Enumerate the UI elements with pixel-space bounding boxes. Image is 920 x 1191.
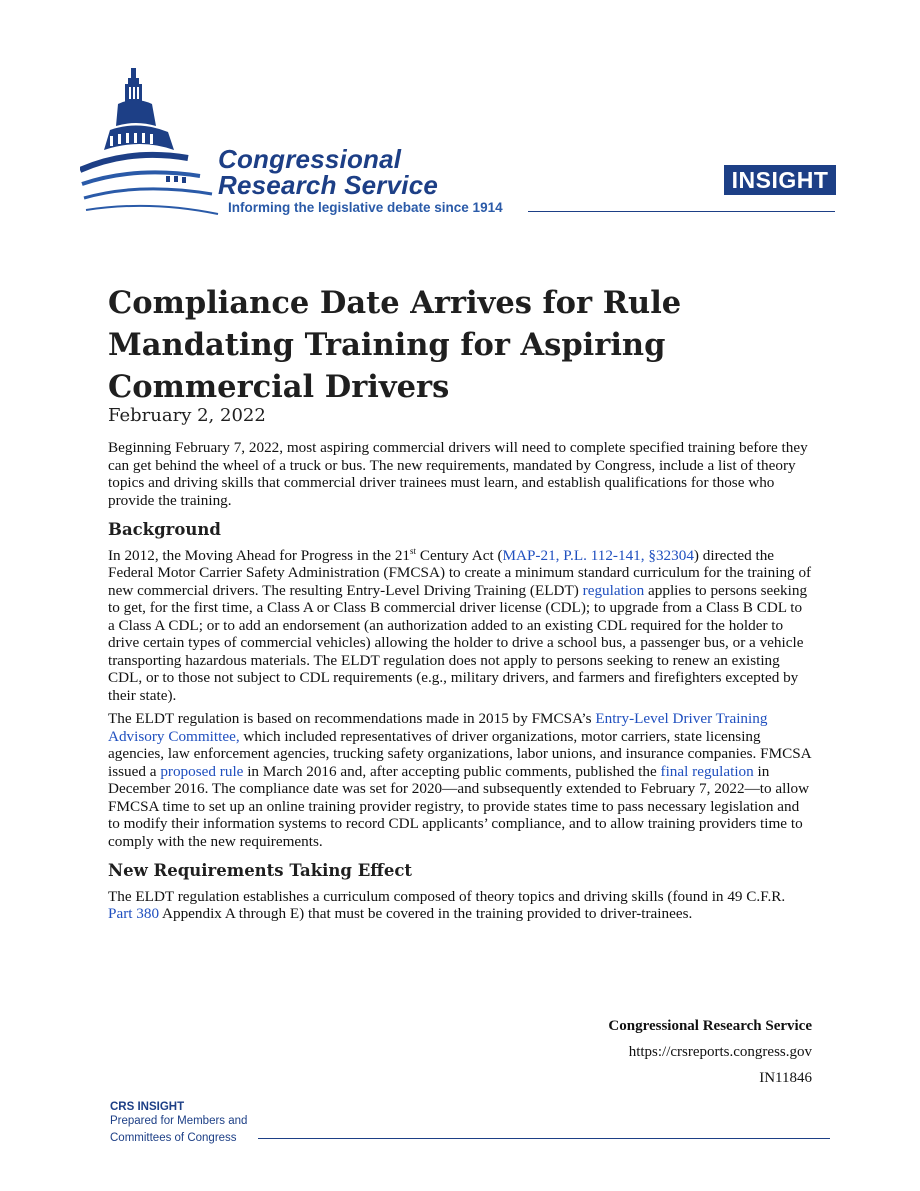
section-heading-new-requirements: New Requirements Taking Effect [108, 861, 412, 880]
crs-logo [80, 66, 540, 226]
text-run: in March 2016 and, after accepting public comments, published the [243, 762, 661, 780]
section-heading-background: Background [108, 520, 221, 539]
text-run: Appendix A through E) that must be covered in the training provided to driver-trainees. [159, 905, 693, 922]
background-paragraph-2 [108, 710, 812, 850]
header-rule [528, 211, 835, 212]
map21-link[interactable]: MAP-21, P.L. 112-141, §32304 [502, 546, 694, 564]
proposed-rule-link[interactable]: proposed rule [160, 762, 244, 780]
text-run: which included representatives of driver organizations, motor carriers, state licensing agencies, law enforcement agencies, trucking safety organizations, labor unions, and insurance companies. FMCSA issued a [108, 727, 811, 780]
part-380-link[interactable]: Part 380 [108, 905, 160, 922]
footer-prepared-line2: Committees of Congress [110, 1132, 237, 1144]
text-run: In 2012, the Moving Ahead for Progress in the 21 [108, 546, 411, 564]
ordinal-superscript: st [410, 545, 417, 556]
document-body [108, 439, 812, 929]
text-run: in December 2016. The compliance date was set for 2020—and subsequently extended to February 7, 2022—to allow FMCSA time to set up an online training provider registry, to provide states time to pass necessary legislation and to modify their information systems to record CDL applicants’ compliance, and to allow training providers time to comply with the new requirements. [108, 762, 810, 850]
footer-report-id: IN11846 [759, 1070, 812, 1086]
org-name-line2: Research Service [218, 170, 439, 200]
publication-date: February 2, 2022 [108, 405, 266, 426]
background-paragraph-1 [108, 547, 812, 705]
advisory-committee-link[interactable]: Entry-Level Driver Training Advisory Committee, [108, 710, 768, 745]
insight-badge: INSIGHT [724, 165, 836, 195]
org-tagline: Informing the legislative debate since 1914 [228, 200, 503, 215]
capitol-dome-icon [80, 66, 220, 226]
final-regulation-link[interactable]: final regulation [660, 762, 754, 780]
text-run: applies to persons seeking to get, for the first time, a Class A or Class B commercial driver license (CDL); to upgrade from a Class B CDL to a Class A CDL; or to add an endorsement (an authorization added to an existing CDL required for the holder to drive certain types of commercial vehicles) allowing the holder to drive a school bus, a passenger bus, or a vehicle transporting hazardous materials. The ELDT regulation does not apply to persons seeking to renew an existing CDL, or to those not subject to CDL requirements (e.g., military drivers, and farmers and firefighters excepted by their state). [108, 581, 808, 704]
footer-prepared-line1: Prepared for Members and [110, 1115, 248, 1127]
text-run: The ELDT regulation is based on recommendations made in 2015 by FMCSA’s [108, 710, 596, 727]
intro-paragraph: Beginning February 7, 2022, most aspiring commercial drivers will need to complete specified training before they can get behind the wheel of a truck or bus. The new requirements, mandated by Congress, include a list of theory topics and driving skills that commercial driver trainees must learn, and establish qualifications for those who provide the training. [108, 439, 808, 509]
footer-url[interactable]: https://crsreports.congress.gov [628, 1044, 812, 1060]
text-run: Century Act ( [416, 546, 503, 564]
text-run: ) directed the Federal Motor Carrier Safety Administration (FMCSA) to create a minimum standard curriculum for the training of new commercial drivers. The resulting Entry-Level Driving Training (ELDT) [108, 546, 812, 599]
page-title: Compliance Date Arrives for Rule Mandating Training for Aspiring Commercial Drivers [108, 285, 682, 405]
regulation-link[interactable]: regulation [582, 581, 645, 599]
footer-org: Congressional Research Service [608, 1018, 812, 1034]
footer-rule [258, 1138, 830, 1139]
org-name-line1: Congressional [218, 144, 402, 174]
footer-series: CRS INSIGHT [110, 1101, 185, 1113]
new-requirements-paragraph-1 [108, 888, 812, 923]
text-run: The ELDT regulation establishes a curriculum composed of theory topics and driving skills (found in 49 C.F.R. [108, 887, 786, 905]
footer-citation [608, 1013, 812, 1091]
